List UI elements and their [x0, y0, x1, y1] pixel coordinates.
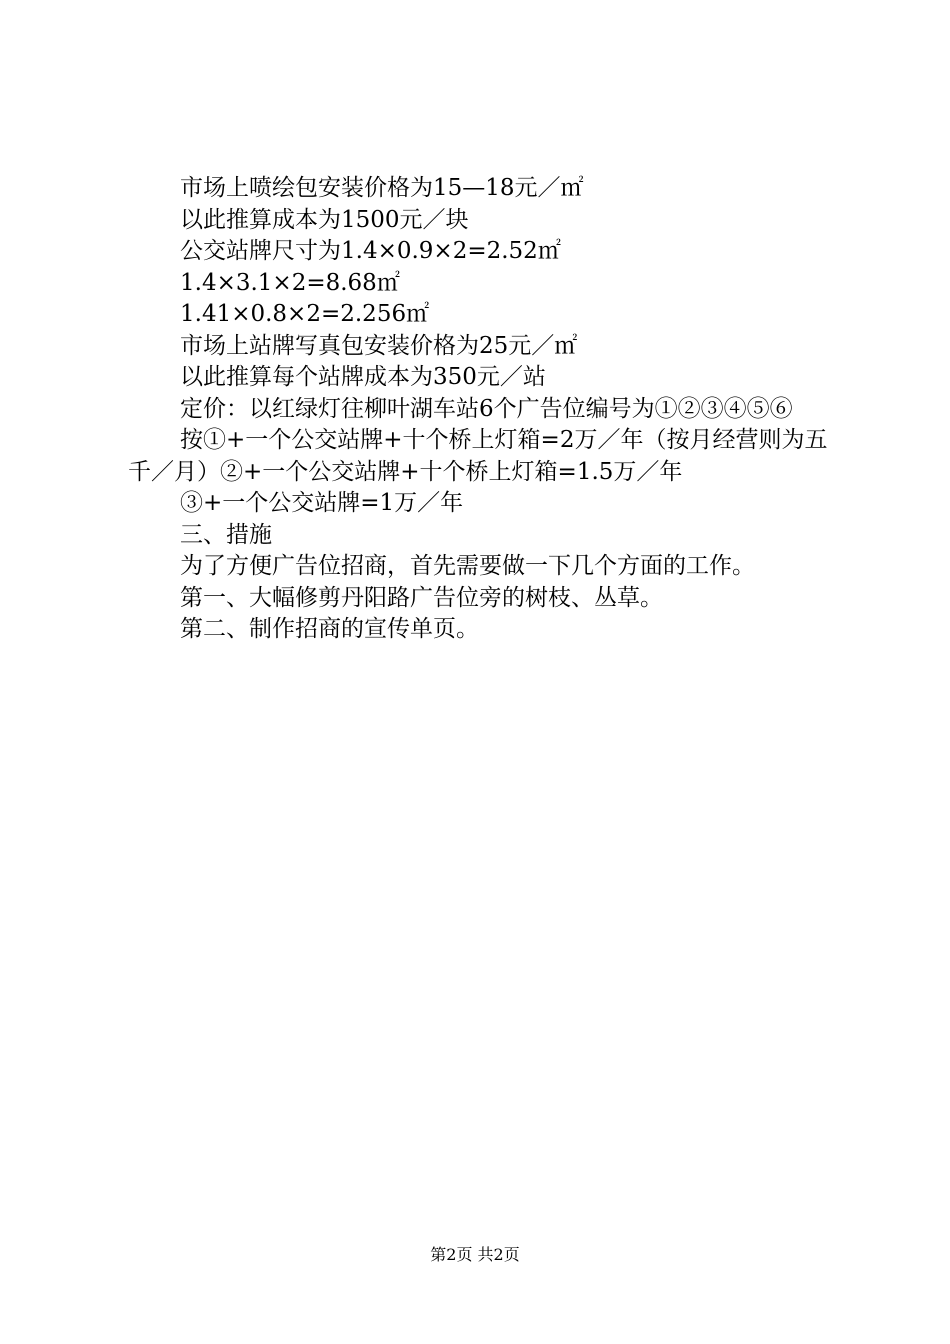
paragraph-pricing: 定价：以红绿灯往柳叶湖车站6个广告位编号为①②③④⑤⑥ — [180, 395, 793, 422]
page-number-footer: 第2页 共2页 — [430, 1245, 520, 1264]
paragraph-size-calc-3: 1.41×0.8×2=2.256㎡ — [180, 301, 430, 327]
document-body — [128, 173, 840, 646]
paragraph-photo-price: 市场上站牌写真包安装价格为25元／㎡ — [180, 332, 578, 359]
paragraph-bus-stop-size: 公交站牌尺寸为1.4×0.9×2=2.52㎡ — [180, 238, 561, 264]
paragraph-package-prices: 按①+一个公交站牌+十个桥上灯箱=2万／年（按月经营则为五千／月）②+一个公交站牌+十个桥上灯箱=1.5万／年 — [128, 427, 828, 485]
paragraph-measure-1: 第一、大幅修剪丹阳路广告位旁的树枝、丛草。 — [180, 584, 663, 611]
paragraph-measure-2: 第二、制作招商的宣传单页。 — [180, 616, 479, 642]
paragraph-package-3: ③+一个公交站牌=1万／年 — [180, 490, 464, 516]
paragraph-stop-cost: 以此推算每个站牌成本为350元／站 — [180, 364, 546, 390]
paragraph-inkjet-cost: 以此推算成本为1500元／块 — [180, 206, 469, 233]
paragraph-measures-intro: 为了方便广告位招商，首先需要做一下几个方面的工作。 — [180, 553, 755, 579]
paragraph-size-calc-2: 1.4×3.1×2=8.68㎡ — [180, 269, 400, 296]
paragraph-inkjet-price: 市场上喷绘包安装价格为15—18元／㎡ — [180, 175, 584, 201]
section-heading-measures: 三、措施 — [180, 521, 272, 548]
